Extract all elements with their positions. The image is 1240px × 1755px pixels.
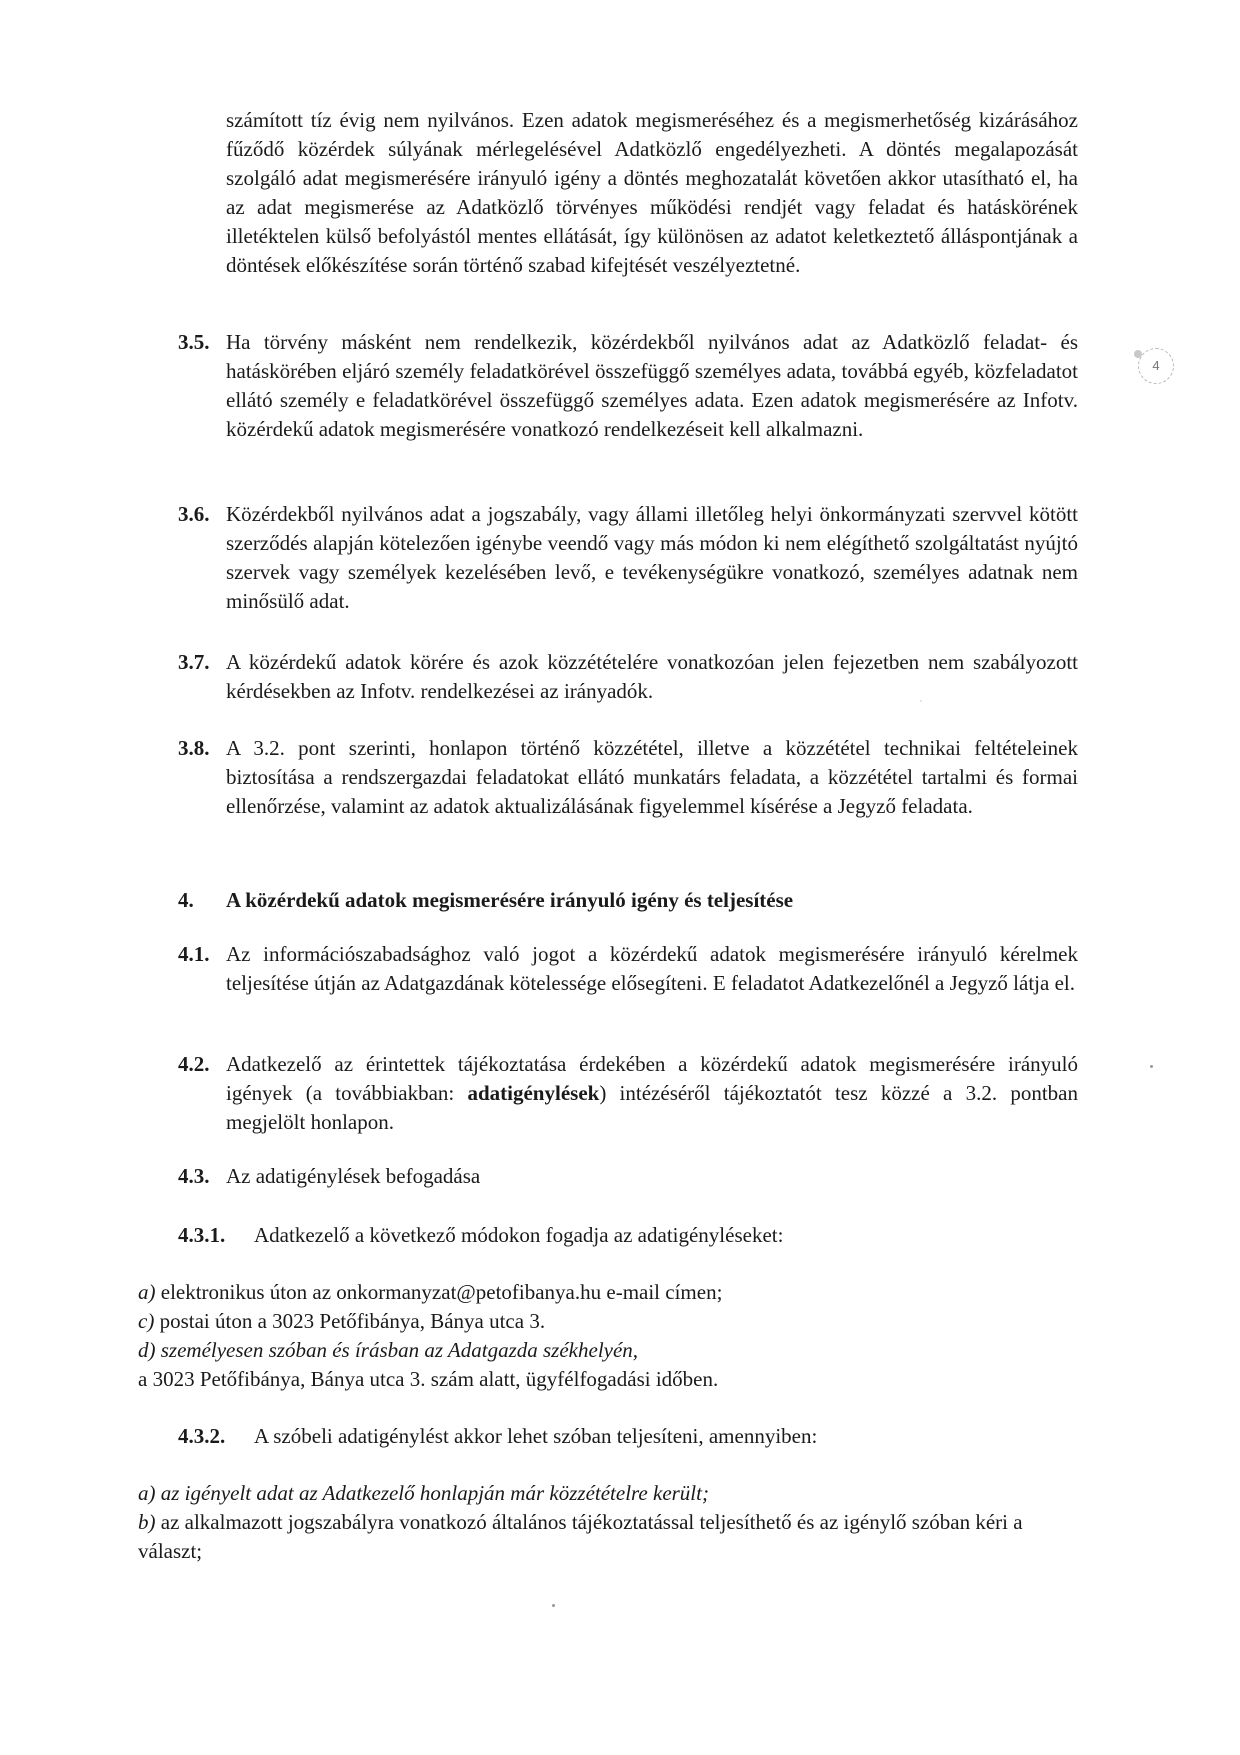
chapter-title: A közérdekű adatok megismerésére irányuló igény és teljesítése: [226, 888, 794, 912]
section-number: 3.6.: [178, 502, 210, 526]
chapter-number: 4.: [178, 888, 194, 912]
section-number: 4.2.: [178, 1052, 210, 1076]
scan-speck: [920, 700, 922, 702]
subsection-text: A szóbeli adatigénylést akkor lehet szóban teljesíteni, amennyiben:: [254, 1424, 818, 1448]
list-item-b-general-info: [138, 1508, 1078, 1566]
section-text: Közérdekből nyilvános adat a jogszabály, vagy állami illetőleg helyi önkormányzati szervvel kötött szerződés alapján kötelezően igénybe veendő vagy más módon ki nem elégíthető szolgáltatást nyújtó szervek vagy személyek kezelésében levő, e tevékenységükre vonatkozó, személyes adatnak nem minősülő adat.: [226, 502, 1078, 613]
subsection-4-3-1: [178, 1221, 783, 1250]
section-text-part: ) intézéséről tájékoztatót tesz közzé a 3.2. pontban megjelölt honlapon.: [226, 1081, 1078, 1134]
section-number: 3.7.: [178, 650, 210, 674]
section-text: [226, 1050, 1078, 1137]
section-number: 4.3.: [178, 1164, 210, 1188]
section-4-1: [178, 940, 1078, 998]
subsection-4-3-2: [178, 1422, 817, 1451]
section-3-8: [178, 734, 1078, 821]
section-text: Az információszabadsághoz való jogot a közérdekű adatok megismerésére irányuló kérelmek teljesítése útján az Adatgazdának kötelessége elősegíteni. E feladatot Adatkezelőnél a Jegyző látja el.: [226, 942, 1078, 995]
list-item-a-published: [138, 1479, 709, 1508]
scan-speck: [552, 1604, 555, 1607]
section-text-part: Adatkezelő az érintettek tájékoztatása érdekében a közérdekű adatok megismerésére irányuló igények (a továbbiakban:: [226, 1052, 1078, 1105]
list-item-d-address: a 3023 Petőfibánya, Bánya utca 3. szám alatt, ügyfélfogadási időben.: [138, 1367, 719, 1391]
page-number-stamp: 4: [1138, 348, 1174, 384]
scan-speck: [1150, 1065, 1153, 1068]
section-text: A 3.2. pont szerinti, honlapon történő közzététel, illetve a közzététel technikai feltételeinek biztosítása a rendszergazdai feladatokat ellátó munkatárs feladata, a közzététel tartalmi és formai ellenőrzése, valamint az adatok aktualizálásának figyelemmel kísérése a Jegyző feladata.: [226, 736, 1078, 818]
section-4-3: [178, 1162, 1078, 1191]
section-text: Az adatigénylések befogadása: [226, 1164, 481, 1188]
list-item-d-personal: [138, 1336, 638, 1365]
defined-term: adatigénylések: [467, 1081, 600, 1105]
section-3-6: [178, 500, 1078, 616]
list-text: d) személyesen szóban és írásban az Adatgazda székhelyén,: [138, 1338, 639, 1362]
list-marker: c): [138, 1309, 155, 1333]
section-number: 4.1.: [178, 942, 210, 966]
subsection-number: 4.3.1.: [178, 1223, 226, 1247]
list-item-a-email: [138, 1278, 722, 1307]
section-number: 3.8.: [178, 736, 210, 760]
section-text: A közérdekű adatok körére és azok közzétételére vonatkozóan jelen fejezetben nem szabályozott kérdésekben az Infotv. rendelkezései az irányadók.: [226, 650, 1078, 703]
list-item-c-post: [138, 1307, 545, 1336]
list-text: elektronikus úton az onkormanyzat@petofibanya.hu e-mail címen;: [155, 1280, 723, 1304]
list-text: az alkalmazott jogszabályra vonatkozó általános tájékoztatással teljesíthető és az igénylő szóban kéri a választ;: [138, 1510, 1023, 1563]
list-text: postai úton a 3023 Petőfibánya, Bánya utca 3.: [154, 1309, 546, 1333]
subsection-number: 4.3.2.: [178, 1424, 226, 1448]
section-4-2: [178, 1050, 1078, 1137]
section-number: 3.5.: [178, 330, 210, 354]
section-text: Ha törvény másként nem rendelkezik, közérdekből nyilvános adat az Adatközlő feladat- és hatáskörében eljáró személy feladatkörével összefüggő személyes adata, továbbá egyéb, közfeladatot ellátó személy e feladatkörével összefüggő személyes adata. Ezen adatok megismerésére az Infotv. közérdekű adatok megismerésére vonatkozó rendelkezéseit kell alkalmazni.: [226, 330, 1078, 441]
section-3-5: [178, 328, 1078, 444]
list-text: a) az igényelt adat az Adatkezelő honlapján már közzétételre került;: [138, 1481, 709, 1505]
section-3-7: [178, 648, 1078, 706]
list-marker: b): [138, 1510, 156, 1534]
intro-paragraph: számított tíz évig nem nyilvános. Ezen adatok megismeréséhez és a megismerhetőség kizárásához fűződő közérdek súlyának mérlegelésével Adatközlő engedélyezheti. A döntés megalapozását szolgáló adat megismerésére irányuló igény a döntés meghozatalát követően akkor utasítható el, ha az adat megismerése az Adatközlő törvényes működési rendjét vagy feladat és hatáskörének illetéktelen külső befolyástól mentes ellátását, így különösen az adatot keletkeztető álláspontjának a döntések előkészítése során történő szabad kifejtését veszélyeztetné.: [226, 108, 1078, 277]
chapter-heading-4: [178, 886, 793, 915]
list-marker: a): [138, 1280, 156, 1304]
subsection-text: Adatkezelő a következő módokon fogadja az adatigényléseket:: [254, 1223, 784, 1247]
